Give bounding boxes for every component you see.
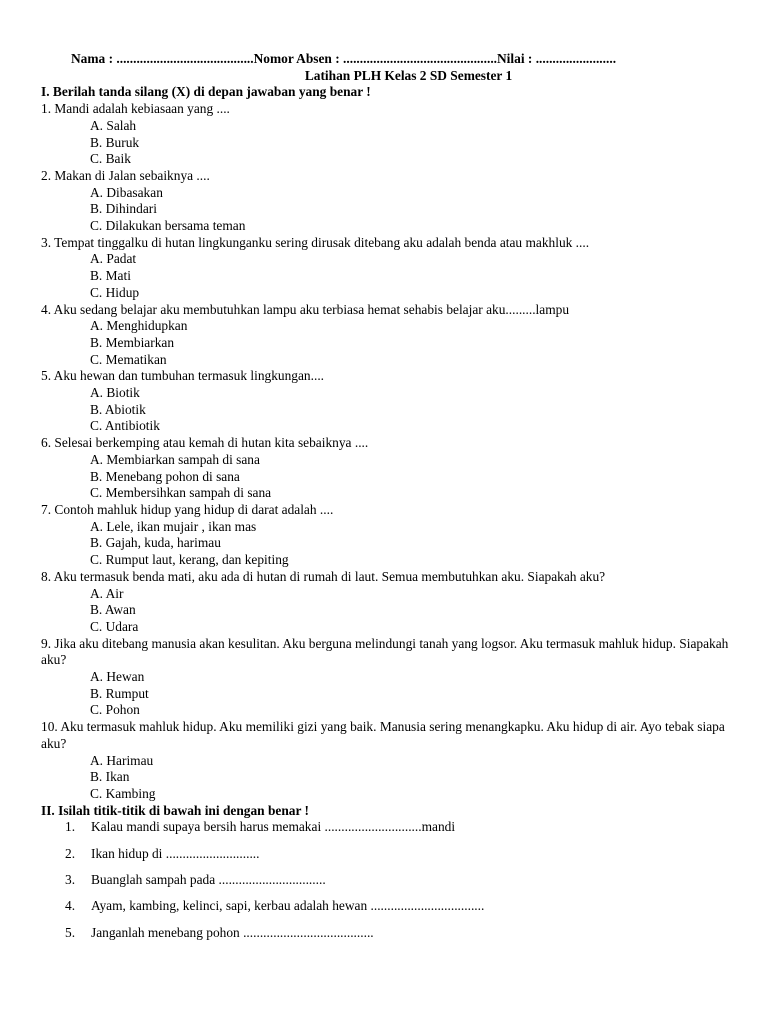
section-2-heading: II. Isilah titik-titik di bawah ini dengan benar ! [41,802,310,818]
answer-option: C. Mematikan [90,351,167,367]
answer-option: B. Mati [90,268,131,284]
answer-option: B. Awan [90,602,136,618]
answer-option: B. Rumput [90,685,149,701]
answer-option: B. Gajah, kuda, harimau [90,535,221,551]
fill-item-5 [65,925,748,942]
question-text: 1. Mandi adalah kebiasaan yang .... [41,101,230,117]
question-text: 6. Selesai berkemping atau kemah di hutan kita sebaiknya .... [41,435,369,451]
item-number: 4. [65,898,76,914]
question-text: 10. Aku termasuk mahluk hidup. Aku memiliki gizi yang baik. Manusia sering menangkapku. Aku hidup di air. Ayo tebak siapa aku? [41,719,725,751]
answer-option: A. Dibasakan [90,184,163,200]
question-3 [41,234,748,302]
item-number: 5. [65,924,76,940]
question-9 [41,635,748,720]
answer-option: B. Ikan [90,769,130,785]
fill-item-4 [65,898,748,915]
item-text: Janganlah menebang pohon ....................................... [91,924,374,940]
answer-option: A. Hewan [90,669,145,685]
section-1-heading: I. Berilah tanda silang (X) di depan jawaban yang benar ! [41,84,371,100]
answer-option: C. Membersihkan sampah di sana [90,485,272,501]
answer-option: A. Padat [90,251,137,267]
question-5 [41,368,748,435]
answer-option: B. Membiarkan [90,334,175,350]
student-info-header: Nama : .........................................Nomor Absen : ..............................................Nilai : ........................ [71,51,617,66]
answer-option: C. Pohon [90,702,140,718]
question-text: 5. Aku hewan dan tumbuhan termasuk lingkungan.... [41,368,325,384]
answer-option: B. Dihindari [90,201,157,217]
item-number: 2. [65,845,76,861]
answer-option: A. Air [90,585,124,601]
answer-option: A. Harimau [90,752,154,768]
answer-option: A. Salah [90,117,137,133]
item-text: Kalau mandi supaya bersih harus memakai .............................mandi [91,819,456,835]
answer-option: B. Abiotik [90,401,146,417]
item-number: 1. [65,819,76,835]
question-text: 7. Contoh mahluk hidup yang hidup di darat adalah .... [41,501,334,517]
answer-option: C. Dilakukan bersama teman [90,218,246,234]
answer-option: A. Lele, ikan mujair , ikan mas [90,518,257,534]
answer-option: C. Rumput laut, kerang, dan kepiting [90,552,289,568]
question-6 [41,435,748,502]
answer-option: A. Menghidupkan [90,318,188,334]
question-7 [41,501,748,569]
question-text: 3. Tempat tinggalku di hutan lingkunganku sering dirusak ditebang aku adalah benda atau makhluk .... [41,234,590,250]
question-list [41,101,748,803]
answer-option: C. Antibiotik [90,418,160,434]
question-text: 4. Aku sedang belajar aku membutuhkan lampu aku terbiasa hemat sehabis belajar aku.........lampu [41,301,570,317]
answer-option: A. Biotik [90,385,140,401]
question-1 [41,101,748,168]
fill-in-list [65,819,748,941]
answer-option: C. Udara [90,618,139,634]
question-8 [41,568,748,636]
answer-option: B. Menebang pohon di sana [90,468,240,484]
worksheet-title: Latihan PLH Kelas 2 SD Semester 1 [304,67,513,83]
fill-item-2 [65,846,748,863]
answer-option: B. Buruk [90,134,140,150]
question-10 [41,719,748,803]
item-text: Buanglah sampah pada ................................ [91,871,326,887]
question-4 [41,301,748,369]
item-text: Ayam, kambing, kelinci, sapi, kerbau adalah hewan .................................. [91,898,485,914]
question-2 [41,167,748,235]
fill-item-3 [65,872,748,889]
answer-option: A. Membiarkan sampah di sana [90,451,260,467]
answer-option: C. Kambing [90,785,156,801]
question-text: 8. Aku termasuk benda mati, aku ada di hutan di rumah di laut. Semua membutuhkan aku. Siapakah aku? [41,568,606,584]
answer-option: C. Hidup [90,284,140,300]
item-number: 3. [65,871,76,887]
item-text: Ikan hidup di ............................ [91,845,260,861]
fill-item-1 [65,819,748,836]
answer-option: C. Baik [90,151,131,167]
question-text: 9. Jika aku ditebang manusia akan kesulitan. Aku berguna melindungi tanah yang logsor. Aku termasuk mahluk hidup. Siapakah aku? [41,635,729,668]
question-text: 2. Makan di Jalan sebaiknya .... [41,167,210,183]
